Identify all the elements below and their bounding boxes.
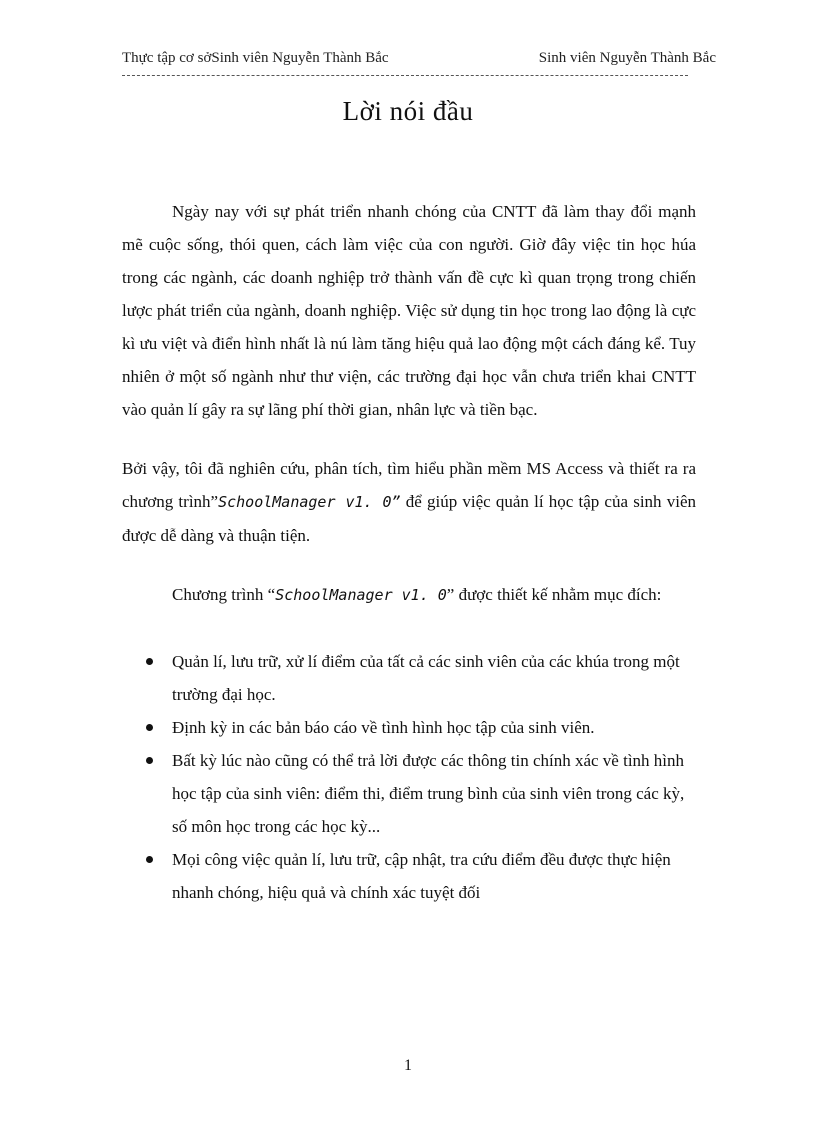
page-title: Lời nói đầu	[342, 96, 474, 126]
list-item	[122, 645, 696, 711]
paragraph-objectives	[122, 578, 696, 612]
list-item	[122, 843, 696, 909]
bullet-icon	[146, 856, 153, 863]
header-left-text: Thực tập cơ sởSinh viên Nguyễn Thành Bắc	[122, 50, 389, 66]
bullet-icon	[146, 724, 153, 731]
paragraph-purpose	[122, 452, 696, 552]
bullet-icon	[146, 658, 153, 665]
header-divider	[122, 75, 688, 76]
program-name-inline: SchoolManager v1. 0”	[218, 493, 401, 511]
list-item-text: Quản lí, lưu trữ, xử lí điểm của tất cả các sinh viên của các khúa trong một trường đại học.	[172, 652, 680, 704]
header-right-text: Sinh viên Nguyễn Thành Bắc	[538, 50, 716, 66]
list-item-text: Bất kỳ lúc nào cũng có thể trả lời được các thông tin chính xác về tình hình học tập của sinh viên: điểm thi, điểm trung bình của sinh viên trong các kỳ, số môn học trong các học kỳ...	[172, 751, 685, 836]
list-item-text: Mọi công việc quản lí, lưu trữ, cập nhật, tra cứu điểm đều được thực hiện nhanh chóng, hiệu quả và chính xác tuyệt đối	[172, 850, 671, 902]
list-item	[122, 711, 696, 744]
list-item	[122, 744, 696, 843]
paragraph-purpose-end: để giúp việc quản lí học tập của sinh viên được dễ dàng và thuận tiện.	[122, 492, 696, 545]
bullet-icon	[146, 757, 153, 764]
paragraph-objectives-start: Chương trình “	[172, 585, 276, 604]
paragraph-purpose-start: Bởi vậy, tôi đã nghiên cứu, phân tích, tìm hiểu phần mềm MS Access và thiết ra ra chương trình”	[122, 459, 696, 511]
page-header	[122, 50, 716, 70]
objectives-list	[122, 645, 696, 909]
paragraph-objectives-end: ” được thiết kế nhằm mục đích:	[446, 585, 662, 604]
page-number: 1	[404, 1057, 412, 1074]
paragraph-intro: Ngày nay với sự phát triển nhanh chóng của CNTT đã làm thay đổi mạnh mẽ cuộc sống, thói quen, cách làm việc của con người. Giờ đây việc tin học húa trong các ngành, các doanh nghiệp trở thành vấn đề cực kì quan trọng trong chiến lược phát triển của ngành, doanh nghiệp. Việc sử dụng tin học trong lao động là cực kì ưu việt và điển hình nhất là nú làm tăng hiệu quả lao động một cách đáng kể. Tuy nhiên ở một số ngành như thư viện, các trường đại học vẫn chưa triển khai CNTT vào quản lí gây ra sự lãng phí thời gian, nhân lực và tiền bạc.	[122, 202, 696, 419]
program-name-quoted: SchoolManager v1. 0	[275, 586, 447, 604]
list-item-text: Định kỳ in các bản báo cáo về tình hình học tập của sinh viên.	[172, 718, 595, 737]
